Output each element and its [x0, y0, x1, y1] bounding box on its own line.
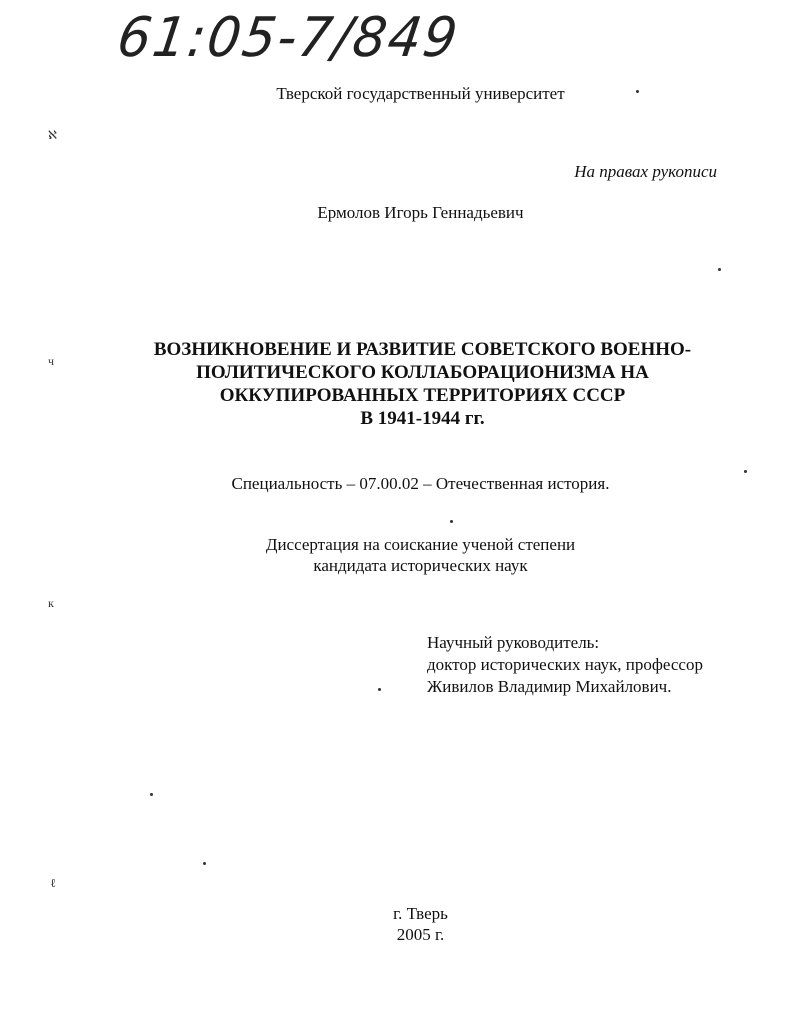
dissertation-title: [0, 338, 799, 430]
scan-artifact: к: [48, 596, 54, 610]
scan-artifact: ℵ: [48, 128, 57, 142]
title-line: ПОЛИТИЧЕСКОГО КОЛЛАБОРАЦИОНИЗМА НА: [196, 362, 649, 383]
scan-artifact: [150, 793, 153, 796]
place-and-year: [0, 903, 799, 945]
degree-statement: [0, 534, 799, 576]
scan-artifact: [718, 268, 721, 271]
city: г. Тверь: [393, 904, 448, 923]
title-line: ОККУПИРОВАННЫХ ТЕРРИТОРИЯХ СССР: [219, 385, 626, 406]
university-name: Тверской государственный университет: [276, 84, 565, 103]
scan-artifact: ч: [48, 354, 55, 368]
scan-artifact: ℓ: [50, 876, 56, 890]
title-line: ВОЗНИКНОВЕНИЕ И РАЗВИТИЕ СОВЕТСКОГО ВОЕННО-: [153, 339, 692, 360]
scan-artifact: [450, 520, 453, 523]
supervisor-name: Живилов Владимир Михайлович.: [427, 677, 672, 696]
supervisor-block: [427, 632, 703, 698]
supervisor-label: Научный руководитель:: [427, 633, 600, 652]
specialty: Специальность – 07.00.02 – Отечественная история.: [231, 474, 610, 493]
degree-line: Диссертация на соискание ученой степени: [265, 535, 576, 554]
year: 2005 г.: [396, 925, 445, 944]
archive-stamp: 61:05-7/849: [113, 6, 463, 70]
scan-artifact: [744, 470, 747, 473]
scan-artifact: [636, 90, 639, 93]
title-line: В 1941-1944 гг.: [360, 408, 485, 429]
supervisor-degree: доктор исторических наук, профессор: [427, 655, 703, 674]
manuscript-note: На правах рукописи: [574, 162, 717, 181]
author-name: Ермолов Игорь Геннадьевич: [317, 203, 524, 222]
scan-artifact: [203, 862, 206, 865]
scan-artifact: [378, 688, 381, 691]
degree-line: кандидата исторических наук: [313, 556, 528, 575]
